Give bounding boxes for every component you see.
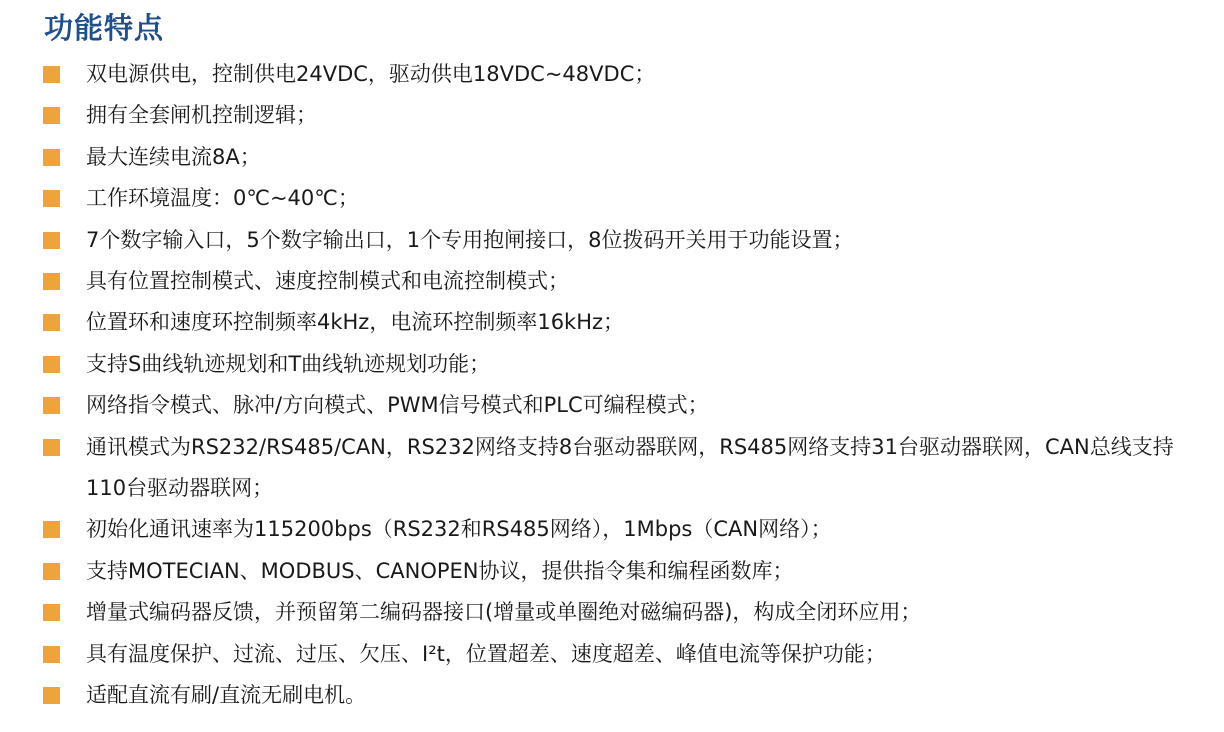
feature-text: 网络指令模式、脉冲/方向模式、PWM信号模式和PLC可编程模式； [86, 393, 709, 418]
feature-text: 初始化通讯速率为115200bps（RS232和RS485网络），1Mbps（CAN网络）； [86, 517, 832, 542]
feature-item [0, 592, 1224, 633]
feature-text: 具有位置控制模式、速度控制模式和电流控制模式； [86, 269, 569, 294]
feature-item [0, 427, 1186, 510]
feature-item [0, 54, 1224, 95]
feature-item [0, 675, 1224, 716]
square-bullet-icon [43, 232, 60, 249]
feature-item [0, 551, 1224, 592]
feature-item [0, 509, 1224, 550]
feature-item [0, 95, 1224, 136]
square-bullet-icon [43, 521, 60, 538]
feature-item [0, 261, 1224, 302]
square-bullet-icon [43, 273, 60, 290]
feature-text: 位置环和速度环控制频率4kHz，电流环控制频率16kHz； [86, 310, 625, 335]
feature-text: 最大连续电流8A； [86, 144, 261, 169]
square-bullet-icon [43, 687, 60, 704]
feature-item [0, 220, 1224, 261]
square-bullet-icon [43, 107, 60, 124]
feature-text: 支持S曲线轨迹规划和T曲线轨迹规划功能； [86, 351, 491, 376]
square-bullet-icon [43, 439, 60, 456]
feature-item [0, 178, 1224, 219]
feature-text: 7个数字输入口，5个数字输出口，1个专用抱闸接口，8位拨码开关用于功能设置； [86, 227, 854, 252]
feature-text: 增量式编码器反馈，并预留第二编码器接口(增量或单圈绝对磁编码器)，构成全闭环应用； [86, 600, 922, 625]
square-bullet-icon [43, 190, 60, 207]
feature-text: 通讯模式为RS232/RS485/CAN，RS232网络支持8台驱动器联网，RS485网络支持31台驱动器联网，CAN总线支持110台驱动器联网； [86, 434, 1174, 501]
feature-item [0, 137, 1224, 178]
feature-text: 拥有全套闸机控制逻辑； [86, 103, 317, 128]
square-bullet-icon [43, 604, 60, 621]
feature-list [0, 54, 1224, 717]
square-bullet-icon [43, 66, 60, 83]
square-bullet-icon [43, 563, 60, 580]
square-bullet-icon [43, 149, 60, 166]
feature-text: 适配直流有刷/直流无刷电机。 [86, 683, 367, 708]
square-bullet-icon [43, 397, 60, 414]
section-title: 功能特点 [44, 11, 165, 45]
square-bullet-icon [43, 356, 60, 373]
feature-item [0, 344, 1224, 385]
feature-item [0, 385, 1224, 426]
feature-item [0, 302, 1224, 343]
square-bullet-icon [43, 646, 60, 663]
feature-item [0, 634, 1224, 675]
feature-text: 工作环境温度：0℃~40℃； [86, 186, 359, 211]
square-bullet-icon [43, 314, 60, 331]
feature-text: 具有温度保护、过流、过压、欠压、I²t，位置超差、速度超差、峰值电流等保护功能； [86, 641, 886, 666]
feature-text: 支持MOTECIAN、MODBUS、CANOPEN协议，提供指令集和编程函数库； [86, 558, 794, 583]
feature-text: 双电源供电，控制供电24VDC，驱动供电18VDC~48VDC； [86, 62, 656, 86]
